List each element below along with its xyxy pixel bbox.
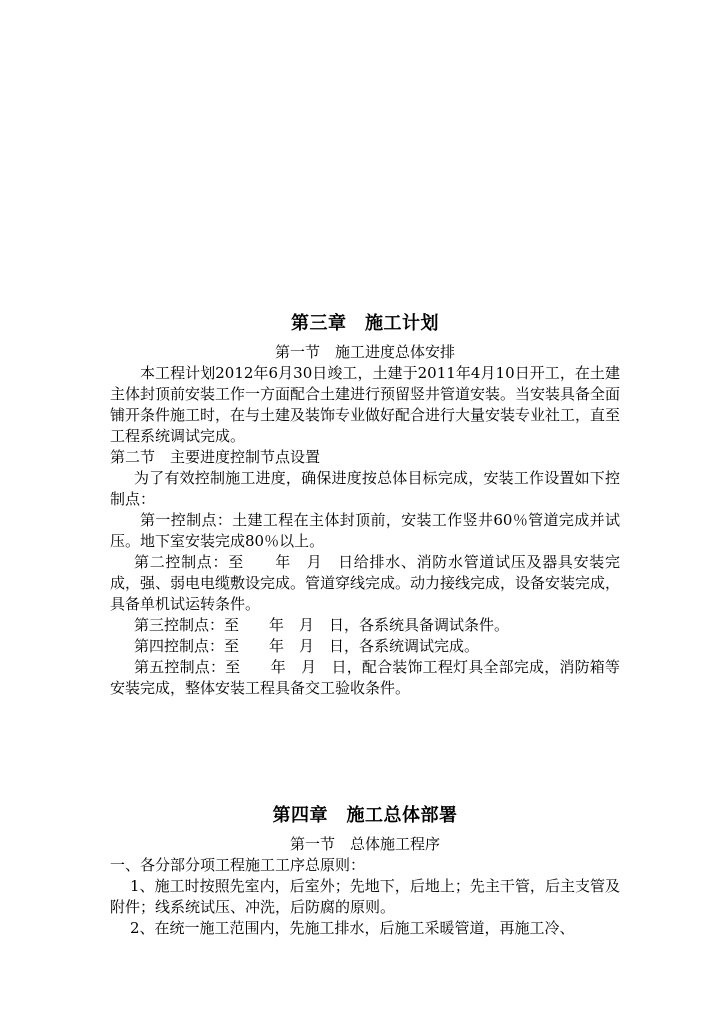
- principle-heading: 一、各分部分项工程施工工序总原则：: [110, 856, 366, 874]
- control-point-5: 第五控制点：至 年 月 日，配合装饰工程灯具全部完成，消防箱等安装完成，整体安装工程具备交工验收条件。: [110, 658, 620, 697]
- chapter-3: [110, 312, 620, 336]
- control-point-3: 第三控制点：至 年 月 日，各系统具备调试条件。: [134, 616, 510, 634]
- chapter-3-title: 第三章 施工计划: [291, 313, 439, 334]
- principle-2: 2、在统一施工范围内，先施工排水，后施工采暖管道，再施工冷、: [130, 919, 575, 937]
- chapter-3-body: [110, 342, 620, 699]
- control-point-2: 第二控制点：至 年 月 日给排水、消防水管道试压及器具安装完成，强、弱电电缆敷设完成。管道穿线完成。动力接线完成，设备安装完成，具备单机试运转条件。: [110, 553, 621, 613]
- section-2-intro: 为了有效控制施工进度，确保进度按总体目标完成，安装工作设置如下控制点：: [110, 469, 620, 508]
- section-1-paragraph: 本工程计划2012年6月30日竣工，土建于2011年4月10日开工，在土建主体封顶前安装工作一方面配合土建进行预留竖井管道安装。当安装具备全面铺开条件施工时，在与土建及装饰专业做好配合进行大量安装专业社工，直至工程系统调试完成。: [110, 364, 621, 445]
- section-1-title: 第一节 施工进度总体安排: [274, 343, 455, 361]
- chapter-4-section-1-title: 第一节 总体施工程序: [289, 835, 440, 853]
- principle-1: 1、施工时按照先室内，后室外；先地下，后地上；先主干管，后主支管及附件；线系统试压、冲洗，后防腐的原则。: [110, 877, 620, 916]
- control-point-1: 第一控制点：土建工程在主体封顶前，安装工作竖井60％管道完成并试压。地下室安装完成80％以上。: [110, 511, 620, 550]
- chapter-4-title: 第四章 施工总体部署: [272, 805, 458, 826]
- chapter-4-body: [110, 834, 620, 939]
- section-2-title: 第二节 主要进度控制节点设置: [110, 448, 321, 466]
- chapter-4: [110, 804, 620, 828]
- control-point-4: 第四控制点：至 年 月 日，各系统调试完成。: [134, 637, 480, 655]
